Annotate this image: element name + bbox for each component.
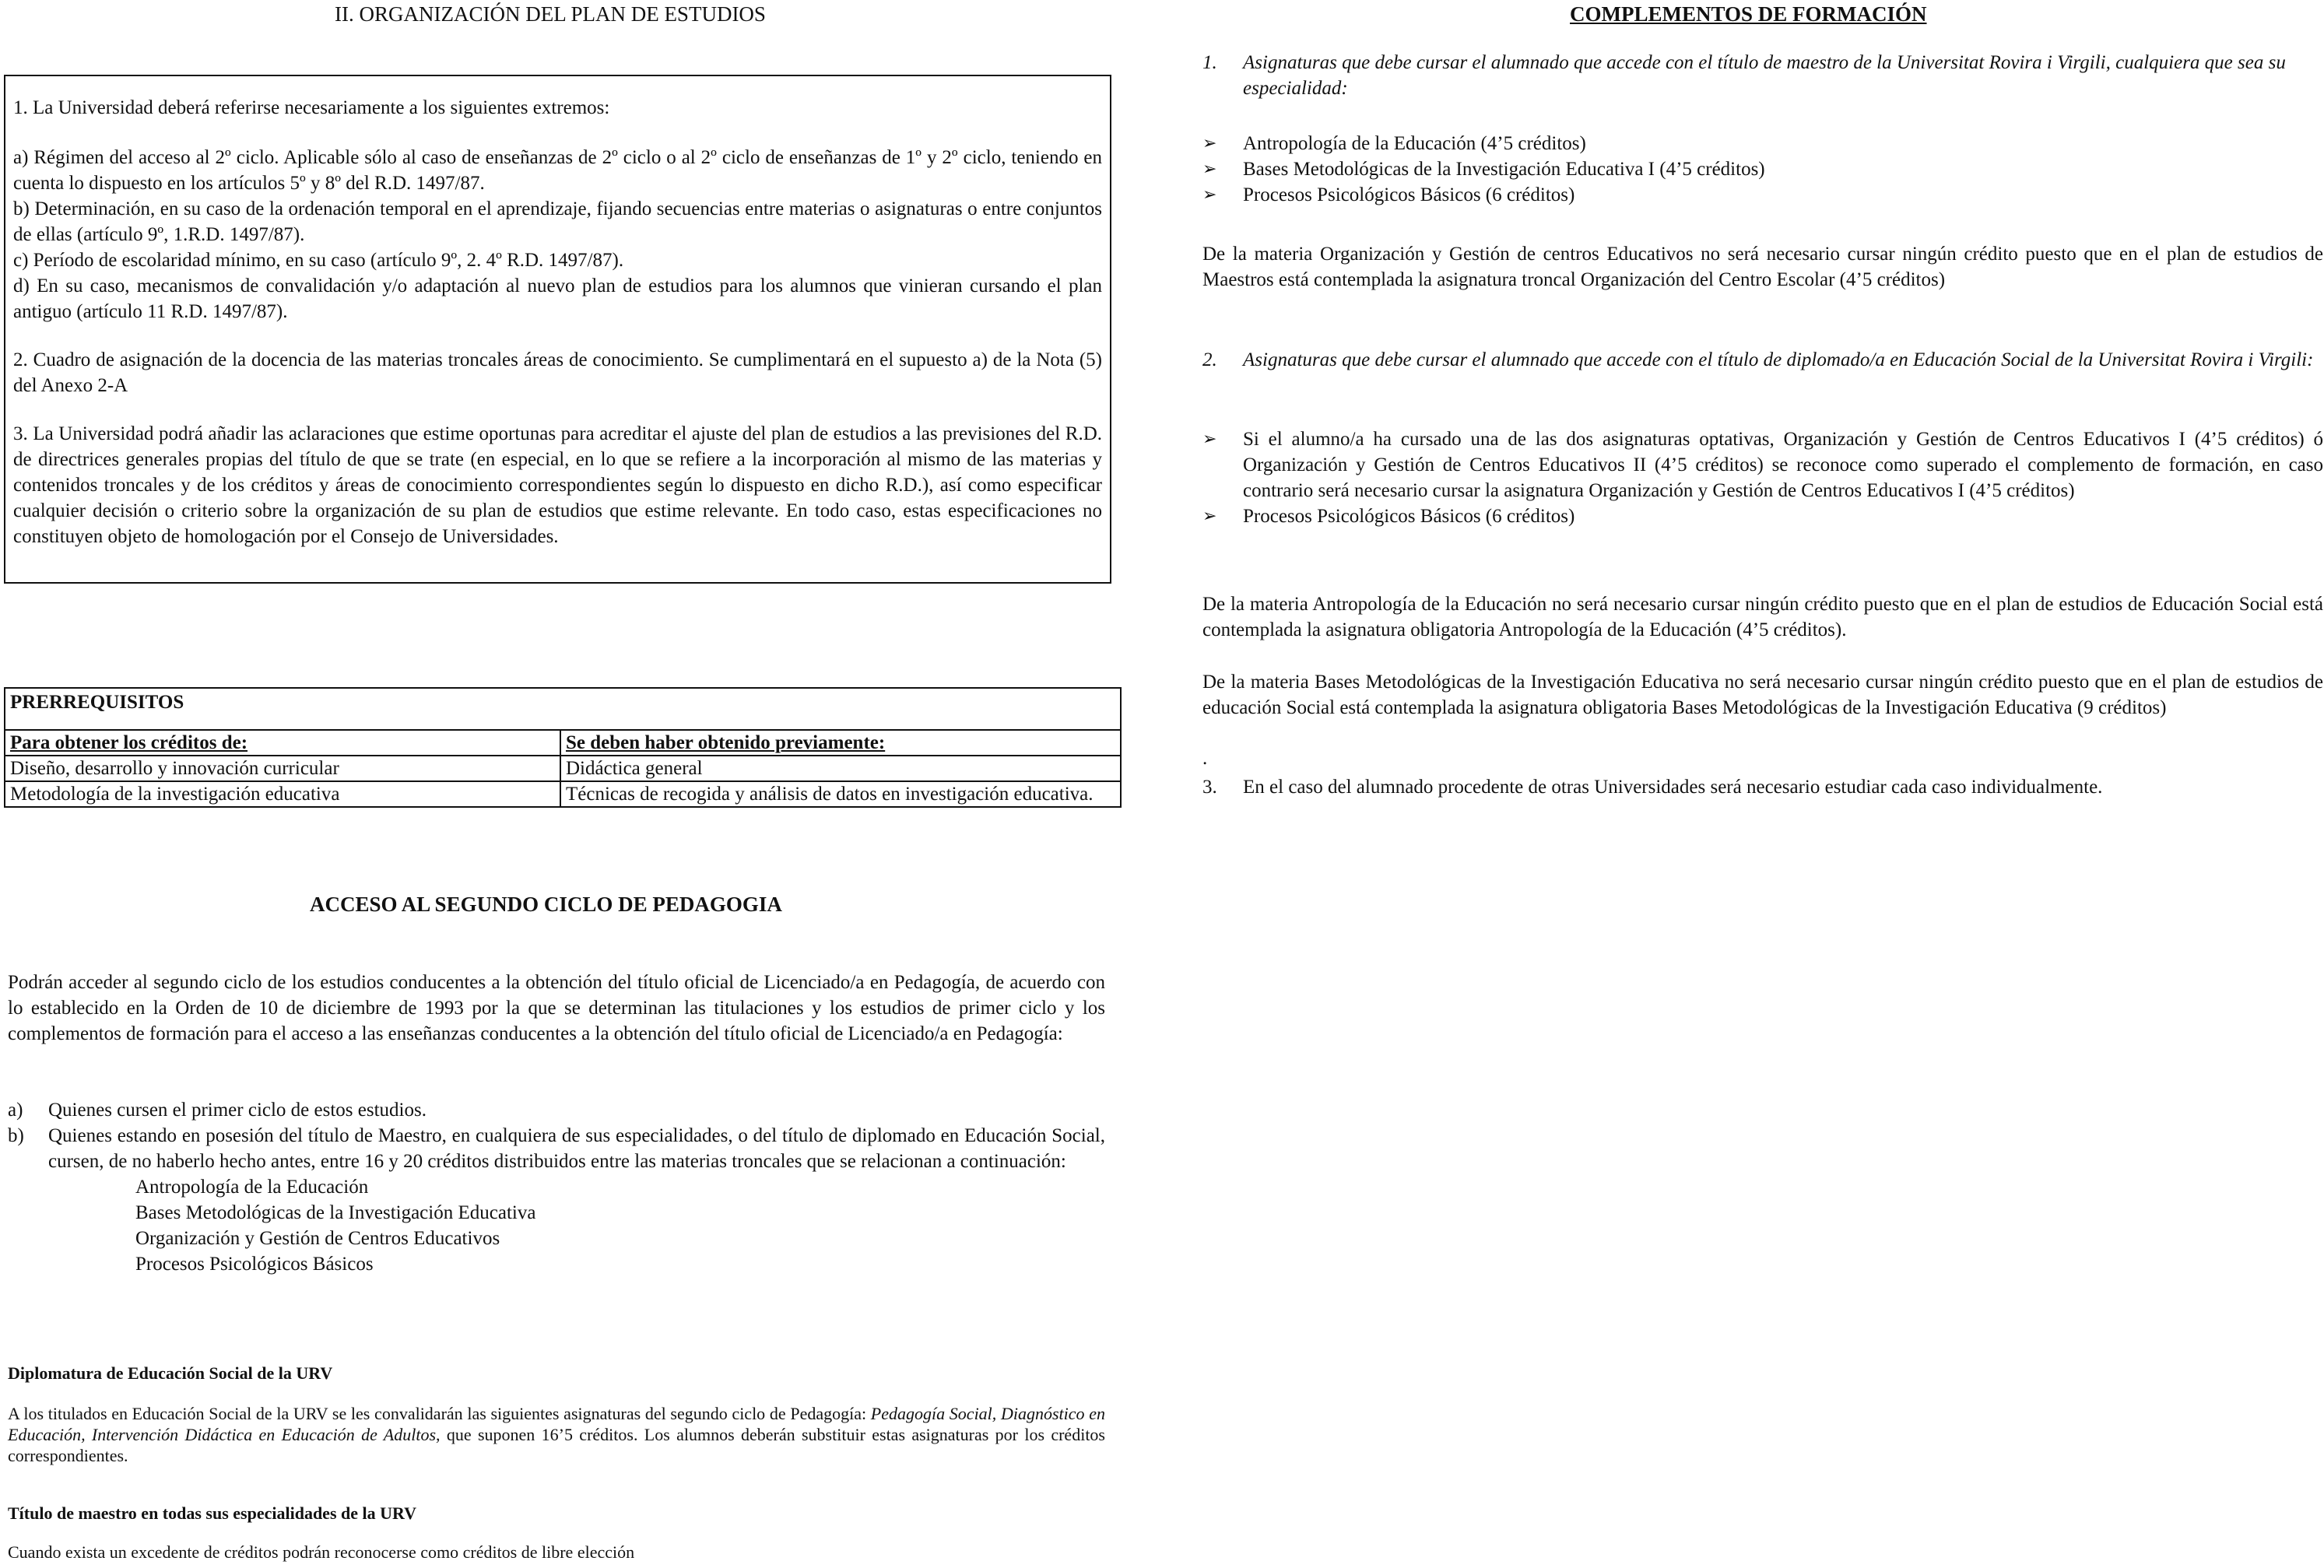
- section-number: 2.: [1202, 349, 1217, 370]
- list-marker: b): [8, 1125, 24, 1146]
- list-item-text: Quienes cursen el primer ciclo de estos estudios.: [48, 1100, 427, 1121]
- section-heading: Asignaturas que debe cursar el alumnado que accede con el título de diplomado/a en Educación Social de la Universitat Rovira i Virgili:: [1243, 349, 2314, 370]
- org-item-b: b) Determinación, en su caso de la ordenación temporal en el aprendizaje, fijando secuencias entre materias o asignaturas o entre conjuntos de ellas (artículo 9º, 1.R.D. 1497/87).: [13, 198, 1102, 245]
- list-item-text: Si el alumno/a ha cursado una de las dos asignaturas optativas, Organización y Gestión de Centros Educativos I (4’5 créditos) ó Organización y Gestión de Centros Educativos II (4’5 créditos) se reconoce como superado el complemento de formación, en caso contrario será necesario cursar la asignatura Organización y Gestión de Centros Educativos I (4’5 créditos): [1243, 429, 2323, 501]
- table-cell: Técnicas de recogida y análisis de datos en investigación educativa.: [560, 781, 1121, 807]
- prereq-col-header-1: Para obtener los créditos de:: [5, 730, 560, 756]
- list-item-text: Quienes estando en posesión del título de Maestro, en cualquiera de sus especialidades, o del título de diplomado en Educación Social, cursen, de no haberlo hecho antes, entre 16 y 20 créditos distribuidos entre las materias troncales que se relacionan a continuación:: [48, 1125, 1105, 1172]
- org-item-c: c) Período de escolaridad mínimo, en su caso (artículo 9º, 2. 4º R.D. 1497/87).: [13, 250, 624, 271]
- section-number: 1.: [1202, 52, 1217, 73]
- org-item-d: d) En su caso, mecanismos de convalidación y/o adaptación al nuevo plan de estudios para los alumnos que vinieran cursando el plan antiguo (artículo 11 R.D. 1497/87).: [13, 275, 1102, 322]
- diplomatura-text-start: A los titulados en Educación Social de la URV se les convalidarán las siguientes asignaturas del segundo ciclo de Pedagogía:: [8, 1404, 871, 1423]
- table-row: [5, 756, 1121, 781]
- prerequisites-title: PRERREQUISITOS: [5, 688, 1121, 730]
- arrow-bullet-icon: ➢: [1202, 134, 1217, 153]
- list-marker: a): [8, 1100, 23, 1121]
- arrow-bullet-icon: ➢: [1202, 185, 1217, 205]
- diplomatura-subjects: Pedagogía Social, Diagnóstico en Educación, Intervención Didáctica en Educación de Adultos: [8, 1404, 1105, 1444]
- section-3: [1202, 774, 2315, 800]
- list-item-text: Procesos Psicológicos Básicos (6 créditos): [1243, 506, 1575, 527]
- access-title: ACCESO AL SEGUNDO CICLO DE PEDAGOGIA: [310, 893, 782, 916]
- org-item-3: 3. La Universidad podrá añadir las aclaraciones que estime oportunas para acreditar el ajuste del plan de estudios a las previsiones del R.D. de directrices generales propias del título de que se trate (en especial, en lo que se refiere a la incorporación al mismo de las materias y contenidos troncales y de los créditos y áreas de conocimiento correspondientes según lo dispuesto en dicho R.D.), así como especificar cualquier decisión o criterio sobre la organización de su plan de estudios que estime relevante. En todo caso, estas especificaciones no constituyen objeto de homologación por el Consejo de Universidades.: [13, 423, 1102, 547]
- paragraph: De la materia Organización y Gestión de centros Educativos no será necesario cursar ningún crédito puesto que en el plan de estudios de Maestros está contemplada la asignatura troncal Organización del Centro Escolar (4’5 créditos): [1202, 244, 2323, 290]
- diplomatura-text: [8, 1403, 1105, 1466]
- list-item: [1202, 131, 2323, 156]
- section-1: [1202, 50, 2315, 101]
- access-intro: Podrán acceder al segundo ciclo de los estudios conducentes a la obtención del título oficial de Licenciado/a en Pedagogía, de acuerdo con lo establecido en la Orden de 10 de diciembre de 1993 por la que se determinan las titulaciones y los estudios de primer ciclo y los complementos de formación para el acceso a las enseñanzas conducentes a la obtención del título oficial de Licenciado/a en Pedagogía:: [8, 972, 1105, 1044]
- org-item-a: a) Régimen del acceso al 2º ciclo. Aplicable sólo al caso de enseñanzas de 2º ciclo o al 2º ciclo de enseñanzas de 1º y 2º ciclo, teniendo en cuenta lo dispuesto en los artículos 5º y 8º del R.D. 1497/87.: [13, 147, 1102, 194]
- list-item-text: Bases Metodológicas de la Investigación Educativa I (4’5 créditos): [1243, 159, 1765, 180]
- list-item: [8, 1123, 1105, 1277]
- diplomatura-text-end: , que suponen 16’5 créditos. Los alumnos deberán substituir estas asignaturas por los créditos correspondientes.: [8, 1425, 1105, 1465]
- maestro-title: Título de maestro en todas sus especialidades de la URV: [8, 1503, 417, 1523]
- maestro-text: Cuando exista un excedente de créditos podrán reconocerse como créditos de libre elección: [8, 1542, 635, 1562]
- table-cell: Metodología de la investigación educativa: [5, 781, 560, 807]
- prerequisites-table: [4, 687, 1122, 808]
- subject-item: Procesos Psicológicos Básicos: [135, 1254, 374, 1275]
- table-row: [5, 781, 1121, 807]
- list-item-text: Antropología de la Educación (4’5 créditos): [1243, 133, 1586, 154]
- arrow-list-1: [1202, 131, 2323, 208]
- section-heading: Asignaturas que debe cursar el alumnado que accede con el título de maestro de la Universitat Rovira i Virgili, cualquiera que sea su especialidad:: [1243, 52, 2286, 99]
- subject-item: Antropología de la Educación: [135, 1177, 369, 1198]
- section-number: 3.: [1202, 777, 1217, 798]
- list-item: [1202, 182, 2323, 208]
- list-item: [1202, 426, 2323, 503]
- list-item: [1202, 503, 2323, 529]
- paragraph: De la materia Antropología de la Educación no será necesario cursar ningún crédito puesto que en el plan de estudios de Educación Social está contemplada la asignatura obligatoria Antropología de la Educación (4’5 créditos).: [1202, 594, 2323, 640]
- list-item: [8, 1097, 1105, 1123]
- table-cell: Didáctica general: [560, 756, 1121, 781]
- paragraph: De la materia Bases Metodológicas de la Investigación Educativa no será necesario cursar ningún crédito puesto que en el plan de estudios de educación Social está contemplada la asignatura obligatoria Bases Metodológicas de la Investigación Educativa (9 créditos): [1202, 672, 2323, 718]
- plan-title: II. ORGANIZACIÓN DEL PLAN DE ESTUDIOS: [335, 2, 766, 26]
- arrow-bullet-icon: ➢: [1202, 507, 1217, 526]
- stray-dot: .: [1202, 748, 1208, 769]
- list-item-text: Procesos Psicológicos Básicos (6 créditos): [1243, 184, 1575, 205]
- section-text: En el caso del alumnado procedente de otras Universidades será necesario estudiar cada caso individualmente.: [1243, 777, 2103, 798]
- organization-box: [4, 75, 1111, 584]
- subject-list: [48, 1174, 1105, 1277]
- arrow-bullet-icon: ➢: [1202, 160, 1217, 179]
- section-2: [1202, 347, 2315, 373]
- diplomatura-title: Diplomatura de Educación Social de la URV: [8, 1363, 333, 1383]
- arrow-bullet-icon: ➢: [1202, 430, 1217, 449]
- org-item-1: 1. La Universidad deberá referirse necesariamente a los siguientes extremos:: [13, 97, 610, 118]
- arrow-list-2: [1202, 426, 2323, 529]
- access-list: [8, 1097, 1105, 1277]
- org-item-2: 2. Cuadro de asignación de la docencia de las materias troncales áreas de conocimiento. Se cumplimentará en el supuesto a) de la Nota (5) del Anexo 2-A: [13, 349, 1102, 396]
- table-cell: Diseño, desarrollo y innovación curricular: [5, 756, 560, 781]
- subject-item: Bases Metodológicas de la Investigación Educativa: [135, 1202, 536, 1223]
- list-item: [1202, 156, 2323, 182]
- complementos-title: COMPLEMENTOS DE FORMACIÓN: [1570, 2, 1927, 26]
- prereq-col-header-2: Se deben haber obtenido previamente:: [560, 730, 1121, 756]
- subject-item: Organización y Gestión de Centros Educativos: [135, 1228, 500, 1249]
